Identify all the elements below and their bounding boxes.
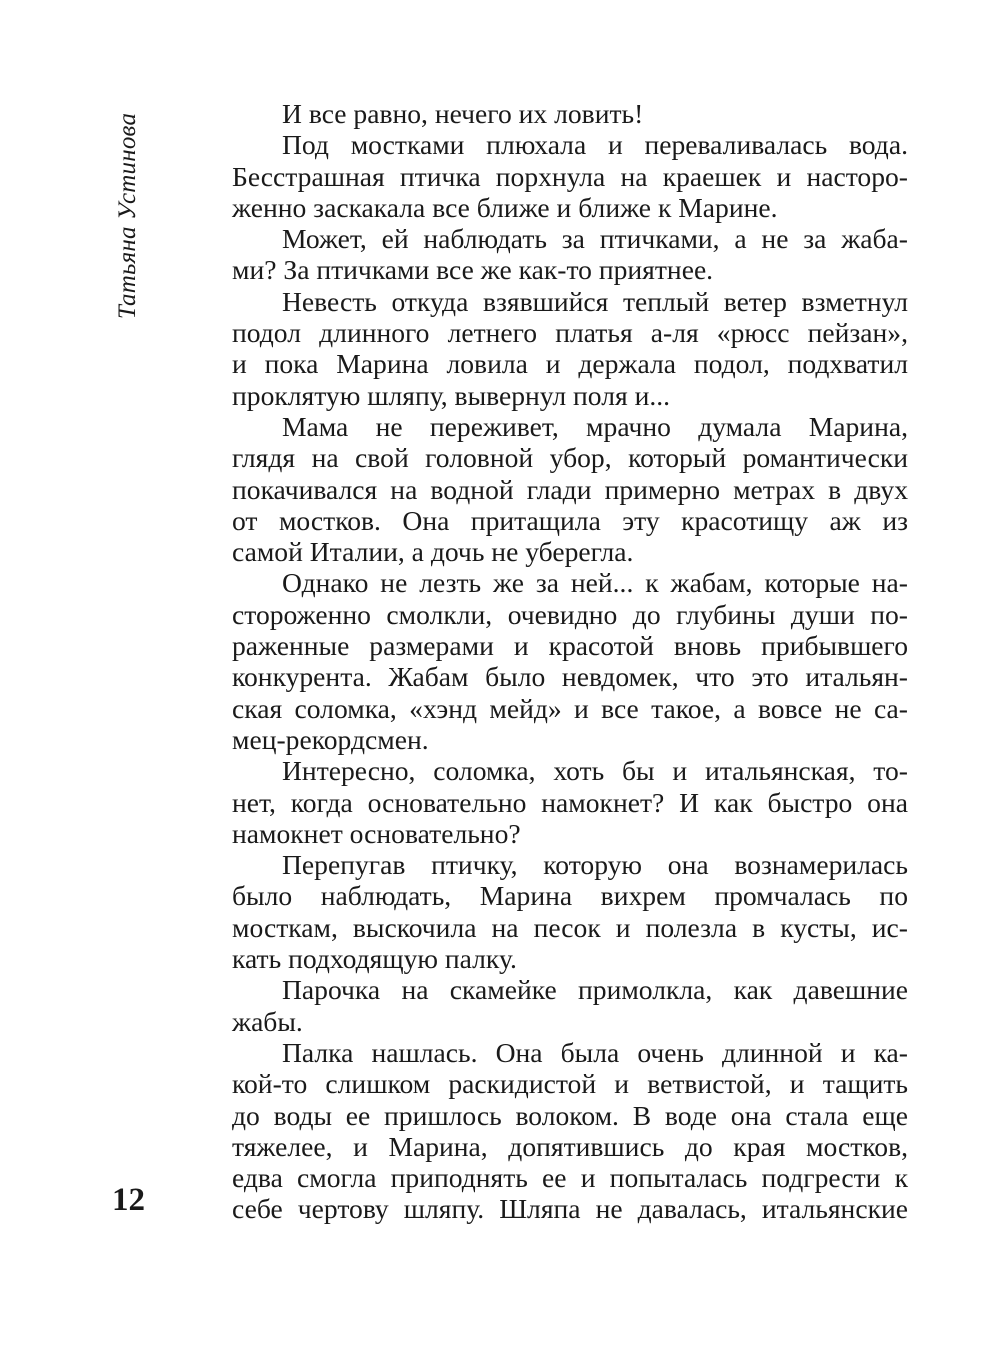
text-line: Парочка на скамейке примолкла, как давешние bbox=[282, 974, 908, 1006]
text-line: жабы. bbox=[232, 1005, 303, 1037]
text-line: кой-то слишком раскидистой и ветвистой, и тащить bbox=[232, 1068, 908, 1100]
text-line: Бесстрашная птичка порхнула на краешек и насторо- bbox=[232, 160, 908, 192]
text-line: ская соломка, «хэнд мейд» и все такое, а вовсе не са- bbox=[232, 692, 908, 724]
text-line: Невесть откуда взявшийся теплый ветер взметнул bbox=[282, 285, 908, 317]
text-line: покачивался на водной глади примерно метрах в двух bbox=[232, 473, 908, 505]
text-line: Однако не лезть же за ней... к жабам, которые на- bbox=[282, 567, 908, 599]
running-head-author: Татьяна Устинова bbox=[114, 112, 142, 320]
text-line: было наблюдать, Марина вихрем промчалась по bbox=[232, 880, 908, 912]
text-line: намокнет основательно? bbox=[232, 817, 521, 849]
text-line: до воды ее пришлось волоком. В воде она стала еще bbox=[232, 1099, 908, 1131]
body-text bbox=[232, 98, 908, 1225]
text-line: тяжелее, и Марина, допятившись до края мостков, bbox=[232, 1130, 908, 1162]
text-line: стороженно смолкли, очевидно до глубины души по- bbox=[232, 598, 908, 630]
text-line: и пока Марина ловила и держала подол, подхватил bbox=[232, 348, 908, 380]
text-line: себе чертову шляпу. Шляпа не давалась, итальянские bbox=[232, 1193, 908, 1225]
text-line: Под мостками плюхала и переваливалась вода. bbox=[282, 129, 908, 161]
text-line: Мама не переживет, мрачно думала Марина, bbox=[282, 410, 908, 442]
text-line: И все равно, нечего их ловить! bbox=[282, 98, 644, 129]
running-head bbox=[108, 100, 148, 332]
text-line: подол длинного летнего платья а-ля «рюсс пейзан», bbox=[232, 317, 908, 349]
text-line: Палка нашлась. Она была очень длинной и ка- bbox=[282, 1036, 908, 1068]
text-line: самой Италии, а дочь не уберегла. bbox=[232, 536, 634, 568]
text-line: Интересно, соломка, хоть бы и итальянская, то- bbox=[282, 755, 908, 787]
text-line: Перепугав птичку, которую она вознамерилась bbox=[282, 849, 908, 881]
page-number: 12 bbox=[112, 1182, 145, 1218]
text-line: едва смогла приподнять ее и попыталась подгрести к bbox=[232, 1162, 908, 1194]
text-line: мец-рекордсмен. bbox=[232, 723, 429, 755]
text-line: раженные размерами и красотой вновь прибывшего bbox=[232, 630, 908, 662]
text-line: глядя на свой головной убор, который романтически bbox=[232, 442, 908, 474]
text-line: ми? За птичками все же как-то приятнее. bbox=[232, 254, 714, 286]
text-line: конкурента. Жабам было невдомек, что это итальян- bbox=[232, 661, 908, 693]
text-line: нет, когда основательно намокнет? И как быстро она bbox=[232, 786, 908, 818]
text-line: Может, ей наблюдать за птичками, а не за жаба- bbox=[282, 223, 908, 255]
text-line: мосткам, выскочила на песок и полезла в кусты, ис- bbox=[232, 911, 908, 943]
text-line: проклятую шляпу, вывернул поля и... bbox=[232, 379, 671, 411]
text-line: женно заскакала все ближе и ближе к Марине. bbox=[232, 191, 778, 223]
text-line: кать подходящую палку. bbox=[232, 943, 517, 975]
text-line: от мостков. Она притащила эту красотищу аж из bbox=[232, 504, 908, 536]
